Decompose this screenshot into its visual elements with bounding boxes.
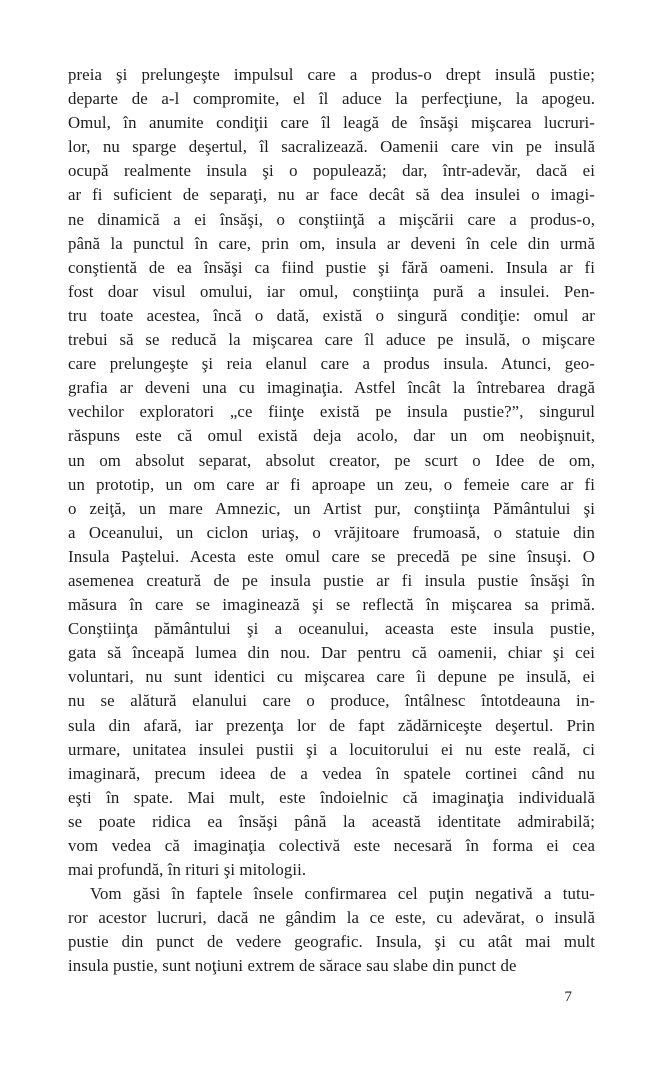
text-line: nu se alătură elanului care o produce, întâlnesc întotdeauna in- <box>68 691 595 711</box>
text-line: vom vedea că imaginaţia colectivă este necesară în forma ei cea <box>68 836 595 855</box>
text-line: un prototip, un om care ar fi aproape un zeu, o femeie care ar fi <box>68 474 595 494</box>
text-line: ocupă realmente insula şi o populează; dar, într-adevăr, dacă ei <box>68 161 595 181</box>
text-line: răspuns este că omul există deja acolo, dar un om neobişnuit, <box>68 426 595 446</box>
text-line: a Oceanului, un ciclon uriaş, o vrăjitoare frumoasă, o statuie din <box>68 522 595 542</box>
text-line: ne dinamică a ei însăşi, o conştiinţă a mişcării care a produs-o, <box>68 209 595 229</box>
text-line: vechilor exploratori „ce fiinţe există pe insula pustie?”, singurul <box>68 402 595 422</box>
text-line: insula pustie, sunt noţiuni extrem de sărace sau slabe din punct de <box>68 956 517 976</box>
text-line: fost doar visul omului, iar omul, conştiinţa pură a insulei. Pen- <box>68 281 595 301</box>
text-line: Conştiinţa pământului şi a oceanului, aceasta este insula pustie, <box>68 619 595 639</box>
text-line: conştientă de ea însăşi ca fiind pustie şi fără oameni. Insula ar fi <box>68 257 595 277</box>
text-line: grafia ar deveni una cu imaginaţia. Astfel încât la întrebarea dragă <box>68 378 595 398</box>
text-line: gata să înceapă lumea din nou. Dar pentru că oamenii, chiar şi cei <box>68 643 595 663</box>
page-number: 7 <box>564 989 572 1005</box>
text-line: sula din afară, iar prezenţa lor de fapt zădărniceşte deşertul. Prin <box>68 715 595 735</box>
text-line: eşti în spate. Mai mult, este îndoielnic că imaginaţia individuală <box>68 787 595 807</box>
paragraph <box>68 63 595 882</box>
text-line: care prelungeşte şi reia elanul care a produs insula. Atunci, geo- <box>68 354 595 374</box>
text-line: ar fi suficient de separaţi, nu ar face decât să dea insulei o imagi- <box>68 185 595 205</box>
text-line: pustie din punct de vedere geografic. Insula, şi cu atât mai mult <box>68 932 595 952</box>
text-line: un om absolut separat, absolut creator, pe scurt o Idee de om, <box>68 450 595 470</box>
text-line: preia şi prelungeşte impulsul care a produs-o drept insulă pustie; <box>68 65 595 84</box>
text-line: urmare, unitatea insulei pustii şi a locuitorului ei nu este reală, ci <box>68 739 595 759</box>
text-line: până la punctul în care, prin om, insula ar deveni în cele din urmă <box>68 233 595 253</box>
text-line: asemenea creatură de pe insula pustie ar fi insula pustie însăşi în <box>68 570 595 590</box>
text-line: Omul, în anumite condiţii care îl leagă de însăşi mişcarea lucruri- <box>68 113 595 133</box>
text-line: măsura în care se imaginează şi se reflectă în mişcarea sa primă. <box>68 595 595 615</box>
page-text <box>68 63 595 979</box>
text-line: Vom găsi în faptele însele confirmarea cel puţin negativă a tutu- <box>90 884 595 904</box>
text-line: imaginară, precum ideea de a vedea în spatele cortinei când nu <box>68 763 595 783</box>
text-line: mai profundă, în rituri şi mitologii. <box>68 860 307 880</box>
text-line: se poate ridica ea însăşi până la această identitate admirabilă; <box>68 811 595 831</box>
paragraph <box>68 882 595 978</box>
text-line: departe de a-l compromite, el îl aduce la perfecţiune, la apogeu. <box>68 89 595 109</box>
text-line: o zeiţă, un mare Amnezic, un Artist pur, conştiinţa Pământului şi <box>68 498 595 518</box>
text-line: ror acestor lucruri, dacă ne gândim la ce este, cu adevărat, o insulă <box>68 908 595 928</box>
text-line: tru toate acestea, încă o dată, există o singură condiţie: omul ar <box>68 305 595 325</box>
text-line: trebui să se reducă la mişcarea care îl aduce pe insulă, o mişcare <box>68 330 595 350</box>
text-line: Insula Paştelui. Acesta este omul care se precedă pe sine însuşi. O <box>68 546 595 566</box>
text-line: lor, nu sparge deşertul, îl sacralizează. Oamenii care vin pe insulă <box>68 137 595 157</box>
text-line: voluntari, nu sunt identici cu mişcarea care îi depune pe insulă, ei <box>68 667 595 687</box>
